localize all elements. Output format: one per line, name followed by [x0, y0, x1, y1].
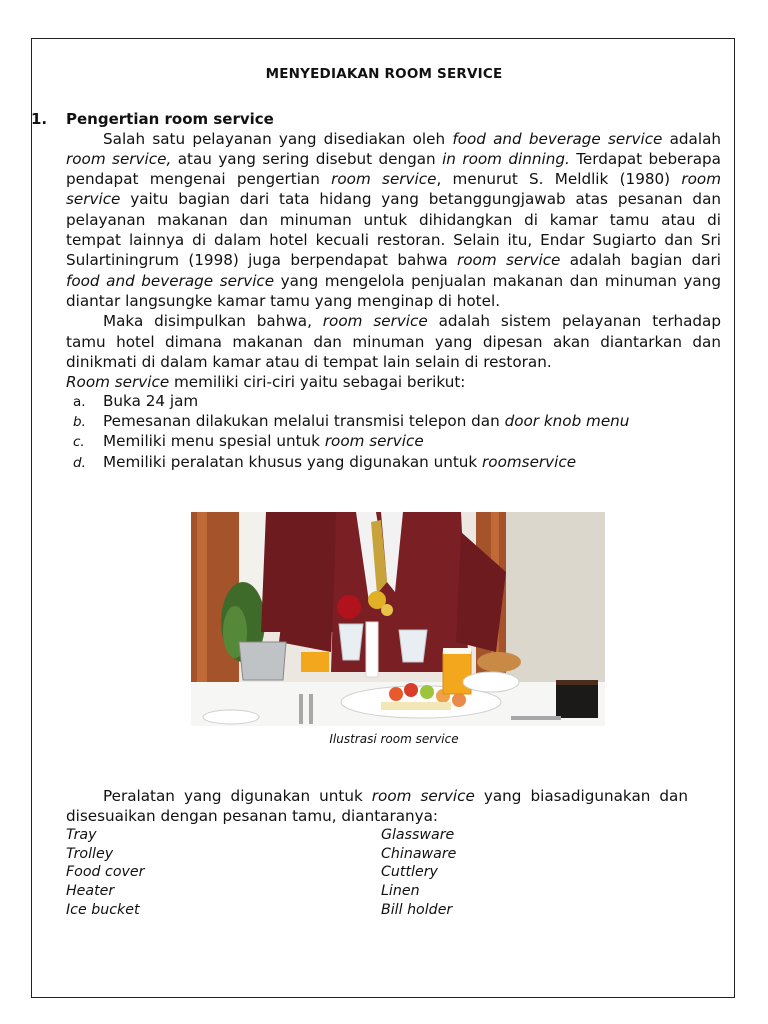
- equipment-item: Cuttlery: [381, 864, 438, 880]
- equipment-item: Heater: [66, 883, 115, 899]
- equipment-item: Trolley: [66, 846, 114, 862]
- equipment-item: Tray: [66, 827, 97, 843]
- equipment-item: Food cover: [66, 864, 145, 880]
- list-marker: d.: [73, 455, 86, 471]
- equipment-item: Chinaware: [381, 846, 457, 862]
- list-item: Memiliki menu spesial untuk room service: [103, 432, 424, 450]
- paragraph-line: service yaitu bagian dari tata hidang yang betanggungjawab atas pesanan dan: [66, 190, 721, 208]
- equipment-item: Ice bucket: [66, 902, 140, 918]
- list-marker: c.: [73, 434, 85, 450]
- equipment-item: Linen: [381, 883, 420, 899]
- list-item: Buka 24 jam: [103, 392, 199, 410]
- orange-juice: [443, 652, 471, 694]
- room-service-illustration: [191, 512, 605, 726]
- paragraph-line: dinikmati di dalam kamar atau di tempat lain selain di restoran.: [66, 353, 552, 371]
- paragraph-line: tempat lainnya di dalam hotel kecuali restoran. Selain itu, Endar Sugiarto dan Sri: [66, 231, 721, 249]
- paragraph-line: Peralatan yang digunakan untuk room service yang biasadigunakan dan: [103, 787, 688, 805]
- wine-glass: [339, 624, 363, 660]
- paragraph-line: disesuaikan dengan pesanan tamu, diantaranya:: [66, 807, 439, 825]
- image-caption: Ilustrasi room service: [329, 732, 459, 746]
- list-marker: a.: [73, 394, 86, 410]
- list-item: Memiliki peralatan khusus yang digunakan untuk roomservice: [103, 453, 577, 471]
- paragraph-line: food and beverage service yang mengelola penjualan makanan dan minuman yang: [66, 272, 721, 290]
- section-number: 1.: [31, 110, 48, 128]
- paragraph-line: tamu hotel dimana makanan dan minuman yang dipesan akan diantarkan dan: [66, 333, 721, 351]
- paragraph-line: Salah satu pelayanan yang disediakan oleh food and beverage service adalah: [103, 130, 722, 148]
- paragraph-line: diantar langsungke kamar tamu yang menginap di hotel.: [66, 292, 501, 310]
- coffee-cup: [556, 680, 598, 718]
- section-heading: Pengertian room service: [66, 110, 274, 128]
- paragraph-line: pendapat mengenai pengertian room service, menurut S. Meldlik (1980) room: [66, 170, 722, 188]
- paragraph-line: pelayanan makanan dan minuman untuk dihidangkan di kamar tamu atau di: [66, 211, 721, 229]
- red-flower: [337, 595, 361, 619]
- paragraph-line: Sulartiningrum (1998) juga berpendapat bahwa room service adalah bagian dari: [66, 251, 721, 269]
- equipment-item: Glassware: [381, 827, 455, 843]
- croissant: [477, 652, 521, 672]
- list-intro: Room service memiliki ciri-ciri yaitu sebagai berikut:: [66, 373, 466, 391]
- paragraph-line: room service, atau yang sering disebut dengan in room dinning. Terdapat beberapa: [66, 150, 721, 168]
- list-item: Pemesanan dilakukan melalui transmisi telepon dan door knob menu: [103, 412, 630, 430]
- page-title: MENYEDIAKAN ROOM SERVICE: [265, 66, 503, 82]
- equipment-item: Bill holder: [381, 902, 453, 918]
- paragraph-line: Maka disimpulkan bahwa, room service adalah sistem pelayanan terhadap: [103, 312, 721, 330]
- list-marker: b.: [73, 414, 86, 430]
